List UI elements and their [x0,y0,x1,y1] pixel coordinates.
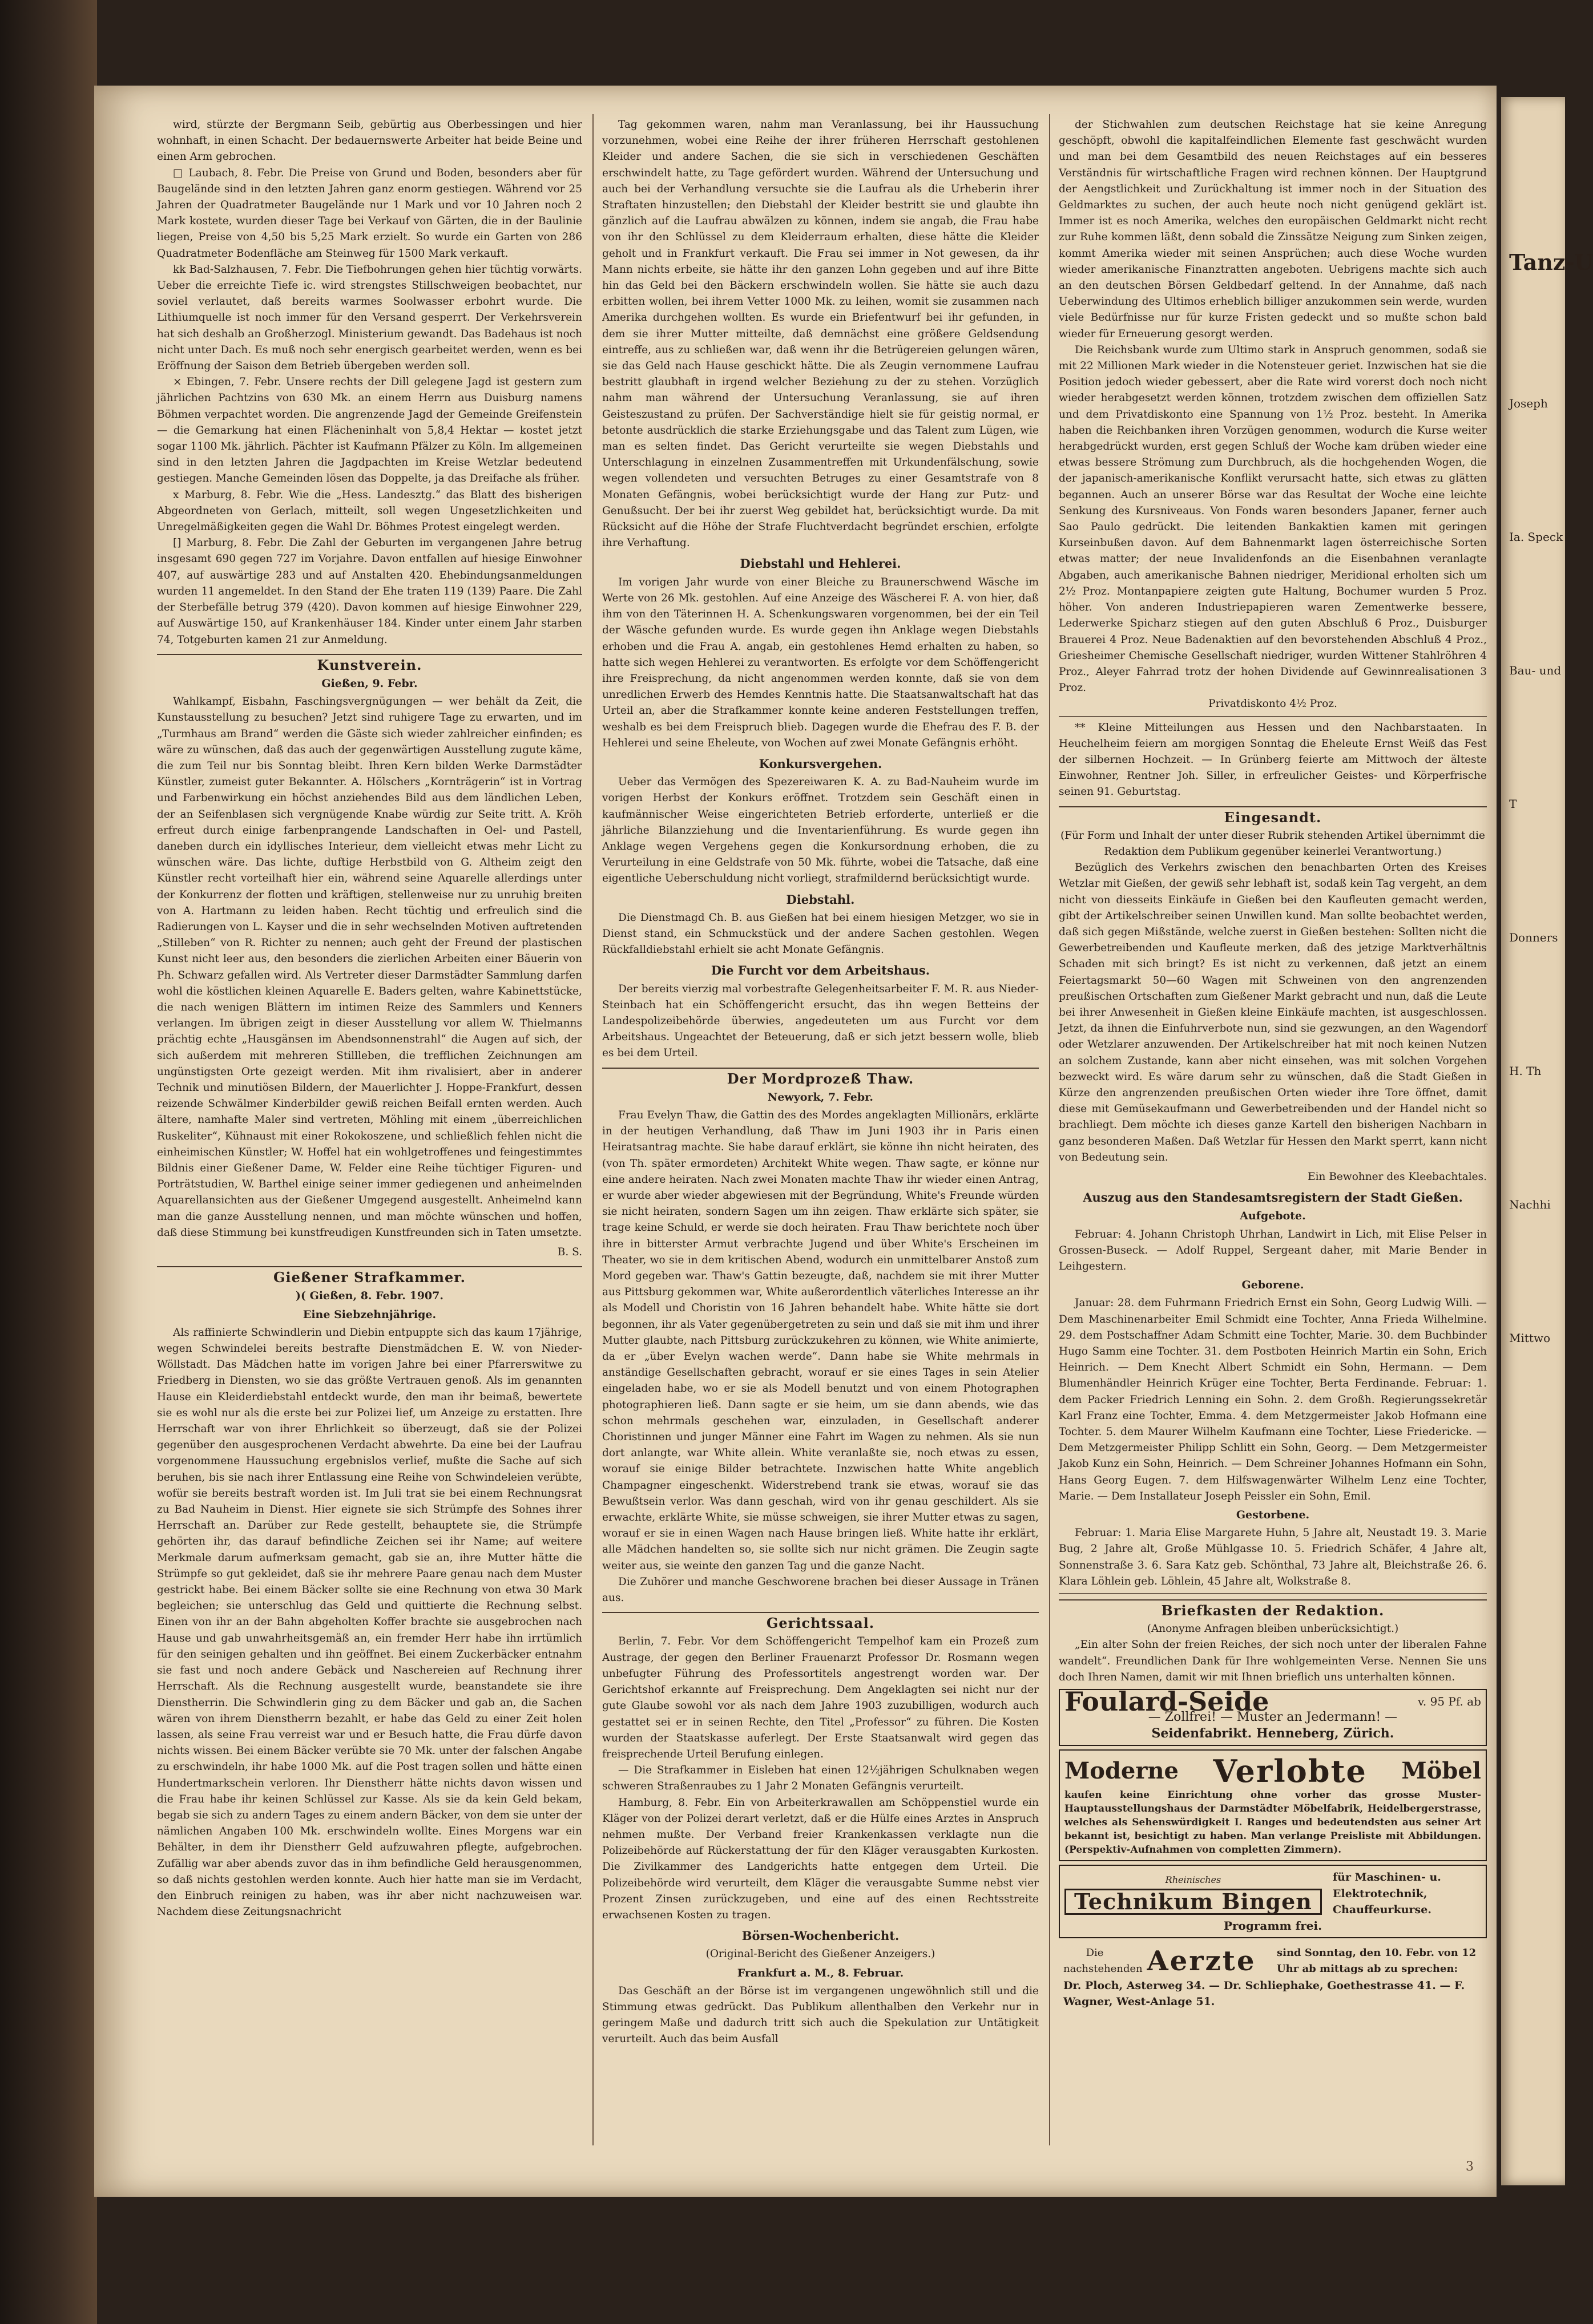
column-3-text [1059,117,1487,1686]
next-page-fragment: Joseph [1509,397,1548,410]
paragraph: Im vorigen Jahr wurde von einer Bleiche zu Braunerschwend Wäsche im Werte von 26 Mk. gestohlen. Auf eine Anzeige des Wäscherei F. A. von hier, daß ihm von den Täterinnen H. A. Schenkungswaren vorgenommen, bei der ein Teil der Wäsche gefunden wurde. Es wurde gegen ihn Anklage wegen Diebstahls erhoben und die Frau A. angab, ein gestohlenes Hemd erhalten zu haben, so hatte sich wegen Hehlerei zu verantworten. Es erfolgte vor dem Schöffengericht ihre Freisprechung, da nicht angenommen werden konnte, daß sie von dem unredlichen Erwerb des Hemdes Kenntnis hatte. Die Staatsanwaltschaft hat das Urteil an, aber die Strafkammer konnte keine anderen Feststellungen treffen, weshalb es bei dem Freispruch blieb. Dagegen wurde die Ehefrau des F. B. der Hehlerei und seine Eheleute, von Wochen auf zwei Monate Gefängnis erhöht. [602,576,1039,749]
paragraph: ** Kleine Mitteilungen aus Hessen und den Nachbarstaaten. In Heuchelheim feiern am morgigen Sonntag die Eheleute Ernst Weiß das Fest der silbernen Hochzeit. — In Grünberg feierte am Mittwoch der älteste Einwohner, Rentner Joh. Siller, in erfreulicher Geistes- und Körperfrische seinen 91. Geburtstag. [1059,721,1487,798]
dateline: )( Gießen, 8. Febr. 1907. [296,1290,443,1303]
column-rule [1049,114,1050,2145]
section-heading: Gerichtssaal. [602,1612,1039,1631]
section-heading: Der Mordprozeß Thaw. [602,1068,1039,1087]
dateline: Aufgebote. [1240,1210,1306,1223]
foulard-sub: — Zollfrei! — Muster an Jedermann! — [1148,1710,1398,1725]
centered-note: Privatdiskonto 4½ Proz. [1208,698,1337,710]
paragraph: Berlin, 7. Febr. Vor dem Schöffengericht Tempelhof kam ein Prozeß zum Austrage, der gegen den Berliner Frauenarzt Professor Dr. Rosmann wegen unbefugter Führung des Professortitels angestrengt worden war. Der Gerichtshof erkannte auf Freisprechung. Dem Angeklagten sei nicht nur der gute Glaube sowohl vor als nach dem Jahre 1903 zuzubilligen, wodurch auch gestattet sei er in seinen Rechte, den Titel „Professor“ zu führen. Die Kosten wurden der Staatskasse auferlegt. Der Erste Staatsanwalt wird gegen das freisprechende Urteil Berufung einlegen. [602,1635,1039,1760]
paragraph: Hamburg, 8. Febr. Ein von Arbeiterkrawallen am Schöppenstiel wurde ein Kläger von der Polizei derart verletzt, daß er die Hülfe eines Arztes in Anspruch nehmen mußte. Der Verband freier Krankenkassen verklagte nun die Polizeibehörde auf Rückerstattung der für den Kläger verausgabten Kurkosten. Die Zivilkammer des Landgerichts hatte entgegen dem Urteil. Die Polizeibehörde wird verurteilt, dem Kläger die verausgabte Summe nebst vier Prozent Zinsen zurückzugeben, und eine auf des einen Rechtsstreite erwachsenen Kosten zu tragen. [602,1796,1039,1921]
foulard-title: Foulard-Seide [1064,1686,1269,1717]
paragraph: Tag gekommen waren, nahm man Veranlassung, bei ihr Haussuchung vorzunehmen, wobei eine Reihe der ihrer früheren Herrschaft gestohlenen Kleider und andere Sachen, die sie sich in verschiedenen Geschäften erschwindelt hatte, zu Tage gefördert wurden. Während der Untersuchung und auch bei der Verhandlung versuchte sie die Laufrau als die Urheberin ihrer Straftaten hinzustellen; den Diebstahl der Kleider bestritt sie und glaubte ihn gänzlich auf die Laufrau abwälzen zu können, indem sie angab, die Frau habe von ihr den Schlüssel zu dem Kleiderraum erhalten, diese hätte die Kleider geholt und in Frankfurt verkauft. Die Frau sei immer in Not gewesen, da ihr Mann nichts erbeite, sie hätte ihr den ganzen Lohn gegeben und auf ihre Bitte hin das Geld bei den Bäckern erschwindeln wollen. Sie hätte sie auch dazu erbitten wollen, bei ihrem Vetter 1000 Mk. zu leihen, womit sie zusammen nach Amerika durchgehen wollten. Es wurde ein Briefentwurf bei ihr gefunden, in dem sie ihrer Mutter mitteilte, daß demnächst eine größere Geldsendung eintreffe, aus zu schließen war, daß wenn ihr die Betrügereien gelungen wären, sie das Geld nach Hause geschickt hätte. Die als Zeugin vernommene Laufrau bestritt glaubhaft in irgend welcher Beziehung zu der zu stehen. Vorzüglich nahm man während der Untersuchung Veranlassung, sie auf ihren Geisteszustand zu prüfen. Der Sachverständige hielt sie für geistig normal, er betonte ausdrücklich die starke Erziehungsgabe und das Talent zum Lügen, wie man es selten findet. Das Gericht verurteilte sie wegen Diebstahls und Unterschlagung in einzelnen Zusammentreffen mit Urkundenfälschung, sowie wegen vollendeten und versuchten Betruges zu einer Gesamtstrafe von 8 Monaten Gefängnis, wobei berücksichtigt wurde der Hang zur Putz- und Genußsucht. Der bei ihr zuerst Weg gebildet hat, berücksichtigt wurde. Da mit Rücksicht auf die Höhe der Strafe Fluchtverdacht begründet erschien, erfolgte ihre Verhaftung. [602,119,1039,549]
dateline: Newyork, 7. Febr. [767,1090,874,1104]
dateline: Gestorbene. [1236,1509,1310,1522]
paragraph: Die Dienstmagd Ch. B. aus Gießen hat bei einem hiesigen Metzger, wo sie in Dienst stand, ein Schmuckstück und der andere Sachen gestohlen. Wegen Rückfalldiebstahl erhielt sie acht Monate Gefängnis. [602,911,1039,956]
paragraph: wird, stürzte der Bergmann Seib, gebürtig aus Oberbessingen und hier wohnhaft, in einen Schacht. Der bedauernswerte Arbeiter hat beide Beine und einen Arm gebrochen. [157,119,582,163]
aerzte-names: Dr. Ploch, Asterweg 34. — Dr. Schliephake, Goethestrasse 41. — F. Wagner, West-Anlage 51. [1063,1979,1465,2008]
dateline: Gießen, 9. Febr. [321,677,418,690]
paragraph: „Ein alter Sohn der freien Reiches, der sich noch unter der liberalen Fahne wandelt“. Freundlichen Dank für Ihre wohlgemeinten Verse. Nennen Sie uns doch Ihren Namen, damit wir mit Ihnen brieflich uns unterhalten können. [1059,1639,1487,1683]
paragraph: Die Zuhörer und manche Geschworene brachen bei dieser Aussage in Tränen aus. [602,1575,1039,1604]
article-heading: Diebstahl und Hehlerei. [740,556,901,571]
paragraph: Bezüglich des Verkehrs zwischen den benachbarten Orten des Kreises Wetzlar mit Gießen, der gewiß sehr lebhaft ist, sodaß kein Tag vergeht, an dem nicht von diesseits Einkäufe in Gießen bei den Kaufleuten gemacht werden, gibt der Artikelschreiber seinen Unwillen kund. Man sollte beobachtet werden, daß sich gegen Mißstände, welche zuerst in Gießen bestehen: Sollten nicht die Gewerbetreibenden und Kaufleute merken, daß des jetzige Marktverhältnis Schaden mit sich bringt? Es ist nicht zu verkennen, daß jetzt an einem Feiertagsmarkt 50—60 Wagen mit Schweinen von den angrenzenden preußischen Ortschaften zum Gießener Markt gebracht und nun, daß die Leute bei ihrer Anwesenheit in Gießen kleine Einkäufe machten, ist ausgeschlossen. Jetzt, da ihnen die Einfuhrverbote nun, sind sie gezwungen, an den Wagendorf oder Wetzlarer anzuwenden. Der Artikelschreiber hat mit noch keinen Nutzen an solchem Zustande, kann aber nicht einsehen, was mit solchen Vorgehen bezweckt wird. Es wäre darum sehr zu wünschen, daß die Stadt Gießen in Kürze den angrenzenden preußischen Orten wieder ihre Tore öffnet, damit diese mit Gemüsekaufmann und Gewerbetreibenden und der Handel nicht so brachliegt. Dem möchte ich dieses ganze Kartell den bisherigen Nachbarn in ganz besonderen Maßen. Daß Wetzlar für Hessen den Markt sperrt, kann nicht von Bedeutung sein. [1059,862,1487,1163]
centered-note: (Für Form und Inhalt der unter dieser Rubrik stehenden Artikel übernimmt die Redaktion dem Publikum gegenüber keinerlei Verantwortung.) [1060,829,1485,858]
moebel-word-1: Moderne [1064,1757,1179,1785]
paragraph: □ Laubach, 8. Febr. Die Preise von Grund und Boden, besonders aber für Baugelände sind in den letzten Jahren ganz enorm gestiegen. Während vor 25 Jahren der Quadratmeter Baugelände nur 1 Mark und vor 10 Jahren noch 2 Mark kostete, wurden dieser Tage bei Verkauf von Gärten, die in der Baulinie liegen, Preise von 4,50 bis 5,25 Mark erzielt. So wurde ein Garten von 286 Quadratmeter Bodenfläche am Steinweg für 1500 Mark verkauft. [157,167,582,260]
next-page-fragment: Bau- und [1509,664,1562,677]
paragraph: x Marburg, 8. Febr. Wie die „Hess. Landesztg.“ das Blatt des bisherigen Abgeordneten von Gerlach, mitteilt, soll wegen Ungesetzlichkeiten und Unregelmäßigkeiten gegen die Wahl Dr. Böhmes Protest eingelegt werden. [157,488,582,533]
paragraph: Wahlkampf, Eisbahn, Faschingsvergnügungen — wer behält da Zeit, die Kunstausstellung zu besuchen? Jetzt sind ruhigere Tage zu erwarten, und im „Turmhaus am Brand“ werden die Gäste sich wieder zahlreicher einfinden; es wäre zu wünschen, daß das auch der gegenwärtigen Ausstellung zugute käme, die zum Teil nur bis Sonntag bleibt. Ihren Kern bilden Werke Darmstädter Künstler, zumeist guter Bekannter. A. Hölschers „Kornträgerin“ ist in Vortrag und Farbenwirkung ein höchst anziehendes Bild aus dem ländlichen Leben, der an Seifenblasen sich vergnügende Knabe würdig zur Seite tritt. A. Kröh erfreut durch einige farbenprangende Landschaften in Oel- und Pastell, daneben durch ein idyllisches Interieur, dem vielleicht etwas mehr Licht zu wünschen wäre. Das lichte, duftige Herbstbild von G. Altheim zeigt den Künstler recht vorteilhaft hier ein, während seine Aquarelle allerdings unter der Konkurrenz der flotten und kräftigen, stellenweise nur zu unruhig breiten von A. Hartmann zu leiden haben. Recht tüchtig und erfreulich sind die Radierungen von L. Kayser und die in sehr wechselnden Motiven auftretenden „Stilleben“ von R. Richter zu nennen; auch geht der Freund der plastischen Kunst nicht leer aus, den besonders die zierlichen Arbeiten einer Bäuerin von Ph. Schwarz gefallen wird. Als Vertreter dieser Darmstädter Sammlung darfen wohl die köstlichen kleinen Aquarelle E. Baders gelten, wahre Kabinettstücke, die nach wenigen Blättern im intimen Reize des Sammlers und Kenners verlangen. Im übrigen zeigt in dieser Ausstellung vor allem W. Thielmanns prächtig echte „Hausgänsen im Abendsonnenstrahl“ die Augen auf sich, der sich außerdem mit mehreren Stillleben, die trefflichen Zeichnungen am ungünstigsten Orte gezeigt werden. Mit ihm rivalisiert, aber in anderer Technik und minutiösen Bildern, der Mauerlichter J. Hoppe-Frankfurt, dessen reizende Schwälmer Kinderbilder gewiß reichen Beifall ernten werden. Auch ältere, namhafte Maler sind vertreten, Möhling mit einem „überreichlichen Ruskeliter“, Kühnaust mit einer Rokokoszene, und schließlich fehlen nicht die einheimischen Künstler; W. Hoffel hat ein wohlgetroffenes und feingestimmtes Bildnis einer Gießener Dame, W. Felder eine Reihe tüchtiger Figuren- und Porträtstudien, W. Barthel einige seiner immer gediegenen und anheimelnden Aquarellansichten aus der Gießener Umgegend ausgestellt. Anheimelnd kann man die ganze Ausstellung nennen, und man möchte wünschen und hoffen, daß diese Stimmung bei kunstfreudigen Kunstfreunden sich in Taten umsetzte. [157,696,582,1239]
paragraph: — Die Strafkammer in Eisleben hat einen 12½jährigen Schulknaben wegen schweren Straßenraubes zu 1 Jahr 2 Monaten Gefängnis verurteilt. [602,1764,1039,1793]
paragraph: Der bereits vierzig mal vorbestrafte Gelegenheitsarbeiter F. M. R. aus Nieder-Steinbach hat ein Schöffengericht ersucht, das ihn wegen Betteins der Landespolizeibehörde überwies, angedeuteten um aus Furcht vor dem Arbeitshaus. Ungeachtet der Beteuerung, daß er sich jetzt bessern wolle, blieb es bei dem Urteil. [602,983,1039,1060]
aerzte-lead: Die nachstehenden [1063,1947,1143,1975]
technikum-foot: Programm frei. [1223,1918,1322,1933]
article-heading: Börsen-Wochenbericht. [741,1929,900,1943]
paragraph: der Stichwahlen zum deutschen Reichstage hat sie keine Anregung geschöpft, obwohl die kapitalfeindlichen Elemente fast geschwächt wurden und man bei dem Gesamtbild des neuen Reichstages auf ein besseres Verständnis für wirtschaftliche Fragen wird rechnen können. Der Hauptgrund der Aengstlichkeit und Zurückhaltung ist immer noch in der Situation des Geldmarktes zu suchen, der auch heute noch nicht genügend geklärt ist. Immer ist es noch Amerika, welches den europäischen Geldmarkt nicht recht zur Ruhe kommen läßt, denn sobald die Zinssätze Neigung zum Sinken zeigen, kommt Amerika wieder mit seinen Ansprüchen; auch diese Woche wurden wieder amerikanische Finanztratten angeboten. Uebrigens machte sich auch an den deutschen Börsen Geldbedarf geltend. In der Annahme, daß nach Ueberwindung des Ultimos erheblich billiger anzukommen sein werde, wurden viele Bedürfnisse nur für kurze Fristen gedeckt und so mußte schon bald wieder für Erneuerung gesorgt werden. [1059,119,1487,340]
aerzte-ad [1059,1942,1487,2013]
moebel-ad [1059,1749,1487,1861]
paragraph: Die Reichsbank wurde zum Ultimo stark in Anspruch genommen, sodaß sie mit 22 Millionen Mark wieder in die Notensteuer geriet. Inzwischen hat sie die Position jedoch wieder gebessert, aber die Rate wird vorerst doch noch nicht wieder herabgesetzt werden können, trotzdem zwischen dem offiziellen Satz und dem Privatdiskonto eine Spannung von 1½ Proz. besteht. In Amerika haben die Reichbanken ihren Vorzügen genommen, wodurch die Kurse weiter herabgedrückt wurden, erst gegen Schluß der Woche kam drüben wieder eine etwas bessere Strömung zum Durchbruch, als die hochgehenden Wogen, die der japanisch-amerikanische Konflikt verursacht hatte, sich etwas zu glätten begannen. Auch an unserer Börse war das Resultat der Woche eine leichte Senkung des Kursniveaus. Von Fonds waren besonders Japaner, ferner auch Sao Paulo gedrückt. Die leitenden Bankaktien kamen mit geringen Kurseinbußen davon. Auf dem Bahnenmarkt lagen österreichische Sorten etwas matter; der neue Invalidenfonds an die Eisenbahnen veranlagte Abgaben, auch amerikanische Bahnen niedriger, Meridional erholten sich um 2½ Proz. Montanpapiere zeigten gute Haltung, Bochumer wurden 5 Proz. höher. Von anderen Industriepapieren waren Zementwerke bessere, Lederwerke Spicharz stiegen auf den guten Abschluß 6 Proz., Duisburger Brauerei 4 Proz. Neue Badenaktien auf den bevorstehenden Abschluß 4 Proz., Griesheimer Chemische Gesellschaft niedriger, wurden Wittener Stahlröhren 4 Proz., Aleyer Fahrrad trotz der hohen Dividende auf Gewinnrealisationen 3 Proz. [1059,343,1487,694]
next-page-fragment: Donners [1509,931,1558,944]
technikum-ad [1059,1865,1487,1938]
next-page-fragment: T [1509,797,1517,811]
paragraph: kk Bad-Salzhausen, 7. Febr. Die Tiefbohrungen gehen hier tüchtig vorwärts. Ueber die erreichte Tiefe ic. wird strengstes Stillschweigen beobachtet, nur soviel verlautet, daß bereits warmes Soolwasser erbohrt wurde. Die Lithiumquelle ist noch immer für den Versand gesperrt. Der Verkehrsverein hat sich deshalb an Großherzogl. Ministerium gewandt. Das Badehaus ist noch nicht unter Dach. Es muß noch sehr energisch gearbeitet werden, wenn es bei Eröffnung der Saison dem Betrieb übergeben werden soll. [157,263,582,373]
signature: B. S. [557,1246,582,1259]
foulard-firm: Seidenfabrikt. Henneberg, Zürich. [1151,1726,1394,1741]
centered-note: (Original-Bericht des Gießener Anzeigers.) [705,1948,935,1961]
section-heading: Eingesandt. [1059,806,1487,826]
aerzte-tail: sind Sonntag, den 10. Febr. von 12 Uhr ab mittags ab zu sprechen: [1276,1947,1477,1975]
paragraph: Als raffinierte Schwindlerin und Diebin entpuppte sich das kaum 17jährige, wegen Schwindelei bereits bestrafte Dienstmädchen E. W. von Nieder-Wöllstadt. Das Mädchen hatte im vorigen Jahre bei einer Pfarrerswitwe zu Friedberg in Diensten, wo sie das größte Vertrauen genoß. Als im genannten Hause ein Kleiderdiebstahl entdeckt wurde, den man ihr beimaß, bewertete sie es wohl nur als die erste bei zur Polizei lief, um Anzeige zu erstatten. Ihre Herrschaft war von ihrer Ehrlichkeit so überzeugt, daß sie der Polizei gegenüber den ausgesprochenen Verdacht abwehrte. Da eine bei der Laufrau vorgenommene Haussuchung ergebnislos verlief, mußte die Sache auf sich beruhen, bis sie nach ihrer Entlassung eine Reihe von Schwindeleien verübte, wofür sie bereits bestraft worden ist. Im Juli trat sie bei einem Rechnungsrat zu Bad Nauheim in Dienst. Hier eignete sie sich Strümpfe des Sohnes ihrer Herrschaft an. Darüber zur Rede gestellt, behauptete sie, die Strümpfe gehörten ihr, das darauf befindliche Zeichen sei ihr Name; auf weitere Merkmale darum aufmerksam gemacht, gab sie an, ihre Mutter hätte die Strümpfe so gut gekleidet, daß sie ihr mehrere Paare genau nach dem Muster gestrickt habe. Bei einem Bäcker sollte sie eine Rechnung von etwa 30 Mark begleichen; sie unterschlug das Geld und quittierte die Rechnung selbst. Einen von ihr an der Bahn abgeholten Koffer brachte sie ausgebrochen nach Hause und gab unwahrheitsgemäß an, ein fremder Herr habe ihn irrtümlich für den seinigen gehalten und ihn geöffnet. Bei einem Zuckerbäcker entnahm sie fast und noch andere Gebäck und Naschereien auf Rechnung ihrer Herrschaft. Als die Rechnung ausgestellt wurde, beanstandete sie ihre Dienstherrin. Die Schwindlerin ging zu dem Bäcker und gab an, die Sachen wären von ihrem Dienstherrn bezahlt, er habe das Geld zu einer Zeit holen lassen, als seine Frau verreist war und er Besuch hatte, die Frau dürfe davon nichts wissen. Bei einem Bäcker verübte sie 70 Mk. unter der falschen Angabe zu erschwindeln, ihr habe 1000 Mk. auf die Post tragen sollen und hätte einen Hundertmarkschein verloren. Ihr Dienstherr hätte nichts davon wissen und die Frau habe ihr keinen Schlüssel zur Kasse. Als sie da kein Geld bekam, begab sie sich zu andern Tages zu einem andern Bäcker, von dem sie unter der nämlichen Angaben 100 Mk. erschwindeln wollte. Eines Morgens war ein Behälter, in dem ihr Dienstherr Geld aufzuwahren pflegte, aufgebrochen. Zufällig war aber abends zuvor das in ihm befindliche Geld herausgenommen, so daß nichts gestohlen werden konnte. Auch hier hatte man sie im Verdacht, den Einbruch reinigen zu haben, was ihr aber nicht nachzuweisen war. Nachdem diese Zeitungsnachricht [157,1326,582,1918]
column-3 [1059,117,1487,2143]
article-heading: Diebstahl. [786,892,855,907]
next-page-fragment: Tanz-U [1509,249,1593,275]
section-heading: Briefkasten der Redaktion. [1059,1599,1487,1619]
paragraph: Februar: 1. Maria Elise Margarete Huhn, 5 Jahre alt, Neustadt 19. 3. Marie Bug, 2 Jahre alt, Große Mühlgasse 10. 5. Friedrich Schäfer, 4 Jahre alt, Sonnenstraße 3. 6. Sara Katz geb. Schönthal, 73 Jahre alt, Bleichstraße 26. 6. Klara Löhlein geb. Löhlein, 45 Jahre alt, Wolkstraße 8. [1059,1527,1487,1587]
technikum-sub: für Maschinen- u. Elektrotechnik, Chauffeurkurse. [1333,1871,1441,1916]
page-number: 3 [1466,2160,1474,2174]
paragraph: Februar: 4. Johann Christoph Uhrhan, Landwirt in Lich, mit Elise Pelser in Grossen-Buseck. — Adolf Ruppel, Sergeant daher, mit Marie Bender in Leihgestern. [1059,1228,1487,1273]
article-heading: Auszug aus den Standesamtsregistern der Stadt Gießen. [1083,1190,1463,1205]
separator-rule [1059,716,1487,717]
column-rule [592,114,594,2145]
technikum-title: Technikum Bingen [1064,1889,1322,1915]
centered-note: (Anonyme Anfragen bleiben unberücksichtigt.) [1147,1623,1399,1635]
paragraph: Januar: 28. dem Fuhrmann Friedrich Ernst ein Sohn, Georg Ludwig Willi. — Dem Maschinenarbeiter Emil Schmidt eine Tochter, Anna Frieda Wilhelmine. 29. dem Postschaffner Adam Schmitt eine Tochter, Marie. 30. dem Buchbinder Hugo Samm eine Tochter. 31. dem Postboten Heinrich Martin ein Sohn, Erich Heinrich. — Dem Knecht Albert Schmidt ein Sohn, Hermann. — Dem Blumenhändler Heinrich Krüger eine Tochter, Berta Ferdinande. Februar: 1. dem Packer Friedrich Lenning ein Sohn. 2. dem Großh. Regierungssekretär Karl Franz eine Tochter, Emma. 4. dem Metzgermeister Jakob Hofmann eine Tochter. 5. dem Maurer Wilhelm Kaufmann eine Tochter, Liese Friedericke. — Dem Metzgermeister Philipp Schlitt ein Sohn, Georg. — Dem Metzgermeister Jakob Kunz ein Sohn, Heinrich. — Dem Schreiner Johannes Hofmann ein Sohn, Hans Georg Eugen. 7. dem Hilfswagenwärter Wilhelm Lenz eine Tochter, Marie. — Dem Installateur Joseph Peissler ein Sohn, Emil. [1059,1297,1487,1502]
column-2 [602,117,1039,2143]
next-page-fragment: H. Th [1509,1064,1542,1078]
foulard-price: v. 95 Pf. ab [1417,1695,1481,1709]
moebel-word-3: Möbel [1401,1757,1481,1785]
column-1 [157,117,582,2143]
book-binding [0,0,97,2324]
moebel-word-2: Verlobte [1213,1753,1367,1790]
foulard-ad [1059,1686,1487,1746]
paragraph: Das Geschäft an der Börse ist im vergangenen ungewöhnlich still und die Stimmung etwas gedrückt. Das Publikum allenthalben den Verkehr nur in geringem Maße und dadurch tritt sich auch die Spekulation zur Untätigkeit verurteilt. Auch das beim Ausfall [602,1985,1039,2046]
article-heading: Konkursvergehen. [759,756,882,771]
paragraph: Frau Evelyn Thaw, die Gattin des des Mordes angeklagten Millionärs, erklärte in der heutigen Verhandlung, daß Thaw im Juni 1903 ihr in Paris einen Heiratsantrag machte. Sie habe darauf erklärt, sie könne ihn nicht heiraten, des (von Th. später ermordeten) Architekt White wegen. Thaw sagte, er könne nur eine andere heiraten. Nach zwei Monaten machte Thaw ihr wieder einen Antrag, er wurde aber wieder abgewiesen mit der Begründung, White's Freunde würden sie nicht heiraten, sondern Sagen um ihn zeigen. Thaw erklärte sich später, sie trage keine Schuld, er werde sie doch heiraten. Frau Thaw berichtete noch über ihre in bitterster Armut verbrachte Jugend und über White's Erscheinen im Theater, wo sie in dem kritischen Abend, wodurch ein unmittelbarer Anstoß zum Mord gegeben war. Thaw's Gattin bezeugte, daß, nachdem sie mit ihrer Mutter aus Pittsburg gekommen war, White außerordentlich väterliches Interesse an ihr als Modell und Choristin von 16 Jahren behandelt habe. White hätte sie dort begonnen, ihr als Vater gegenübergetreten zu sein und daß sie mit ihm und ihrer Mutter glaubte, nach Pittsburg zurückzukehren zu können, wie White animierte, da er „über Evelyn wachen werde“. Dann habe sie White mehrmals in anständige Gesellschaften gebracht, worauf er sie eines Tages in sein Atelier eingeladen habe, wo er sie als Modell benutzt und von einem Photographen photographieren ließ. Dann sagte er sie heim, um sie dann abends, wie das schon mehrmals geschehen war, einzuladen, in Gesellschaft anderer Choristinnen und junger Männer eine Fahrt im Wagen zu nehmen. Als sie nun dort anlangte, war White allein. White veranlaßte sie, noch etwas zu essen, worauf sie einige Bilder betrachtete. Inzwischen hatte White angeblich Champagner eingeschenkt. Widerstrebend trank sie etwas, worauf sie das Bewußtsein verlor. Was dann geschah, wird von ihr genau geschildert. Als sie erwachte, erklärte White, sie müsse schweigen, sie ihrer Mutter etwas zu sagen, worauf er sie in einen Wagen nach Hause bringen ließ. White hatte ihr erklärt, alle Mädchen handelten so, sie sollte sich nur nicht grämen. Die Zeugin sagte weiter aus, sie weinte den ganzen Tag und die ganze Nacht. [602,1109,1039,1572]
paragraph: × Ebingen, 7. Febr. Unsere rechts der Dill gelegene Jagd ist gestern zum jährlichen Pachtzins von 630 Mk. an einem Herrn aus Duisburg namens Böhmen verpachtet worden. Die angrenzende Jagd der Gemeinde Greifenstein — die Gemarkung hat einen Flächeninhalt von 5,8,4 Hektar — kostet jetzt sogar 1100 Mk. jährlich. Pächter ist Kaufmann Pfälzer zu Köln. Im allgemeinen sind in den letzten Jahren die Jagdpachten im Kreise Wetzlar bedeutend gestiegen. Manche Gemeinden lösen das Doppelte, ja das Dreifache als früher. [157,376,582,485]
dateline: Geborene. [1241,1279,1304,1292]
section-heading: Gießener Strafkammer. [157,1266,582,1286]
technikum-small: Rheinisches [1165,1874,1221,1886]
article-heading: Die Furcht vor dem Arbeitshaus. [711,963,930,978]
dateline: Frankfurt a. M., 8. Februar. [737,1966,904,1979]
separator-rule [1059,1593,1487,1594]
moebel-text: kaufen keine Einrichtung ohne vorher das grosse Muster-Hauptausstellungshaus der Darmstädter Möbelfabrik, Heidelbergerstrasse, welches als Sehenswürdigkeit I. Ranges und bedeutendsten aus seiner Art bekannt ist, besichtigt zu haben. Man verlange Preisliste mit Abbildungen. (Perspektiv-Aufnahmen von completten Zimmern). [1064,1789,1481,1856]
paragraph: [] Marburg, 8. Febr. Die Zahl der Geburten im vergangenen Jahre betrug insgesamt 690 gegen 727 im Vorjahre. Davon entfallen auf hiesige Einwohner 407, auf auswärtige 283 und auf Anstalten 420. Ehebindungsanmeldungen wurden 11 angemeldet. In den Stand der Ehe traten 119 (139) Paare. Die Zahl der Sterbefälle betrug 379 (420). Davon kommen auf hiesige Einwohner 229, auf Auswärtige 150, auf Krankenhäuser 184. Kinder unter einem Jahr starben 74, Totgeburten kamen 21 zur Anmeldung. [157,537,582,646]
aerzte-big: Aerzte [1147,1945,1256,1978]
next-page-fragment: Ia. Speck [1509,530,1563,544]
next-page-fragment: Nachhi [1509,1198,1551,1211]
newspaper-page [94,86,1497,2197]
next-page-edge [1501,97,1593,2185]
section-heading: Kunstverein. [157,654,582,673]
dateline: Eine Siebzehnjährige. [303,1308,437,1321]
paragraph: Ueber das Vermögen des Spezereiwaren K. A. zu Bad-Nauheim wurde im vorigen Herbst der Konkurs eröffnet. Trotzdem sein Geschäft einen in kaufmännischer Weise eingerichteten Betrieb erforderte, unterließ er die jährliche Bilanzziehung und die Inventarienführung. Es wurde gegen ihn Anklage wegen Vergehens gegen die Konkursordnung erhoben, die zu Verurteilung in eine Geldstrafe von 50 Mk. führte, wobei die Tatsache, daß eine eigentliche Ueberschuldung nicht vorliegt, strafmildernd berücksichtigt wurde. [602,776,1039,885]
signature: Ein Bewohner des Kleebachtales. [1308,1171,1487,1183]
next-page-fragment: Mittwo [1509,1331,1551,1345]
